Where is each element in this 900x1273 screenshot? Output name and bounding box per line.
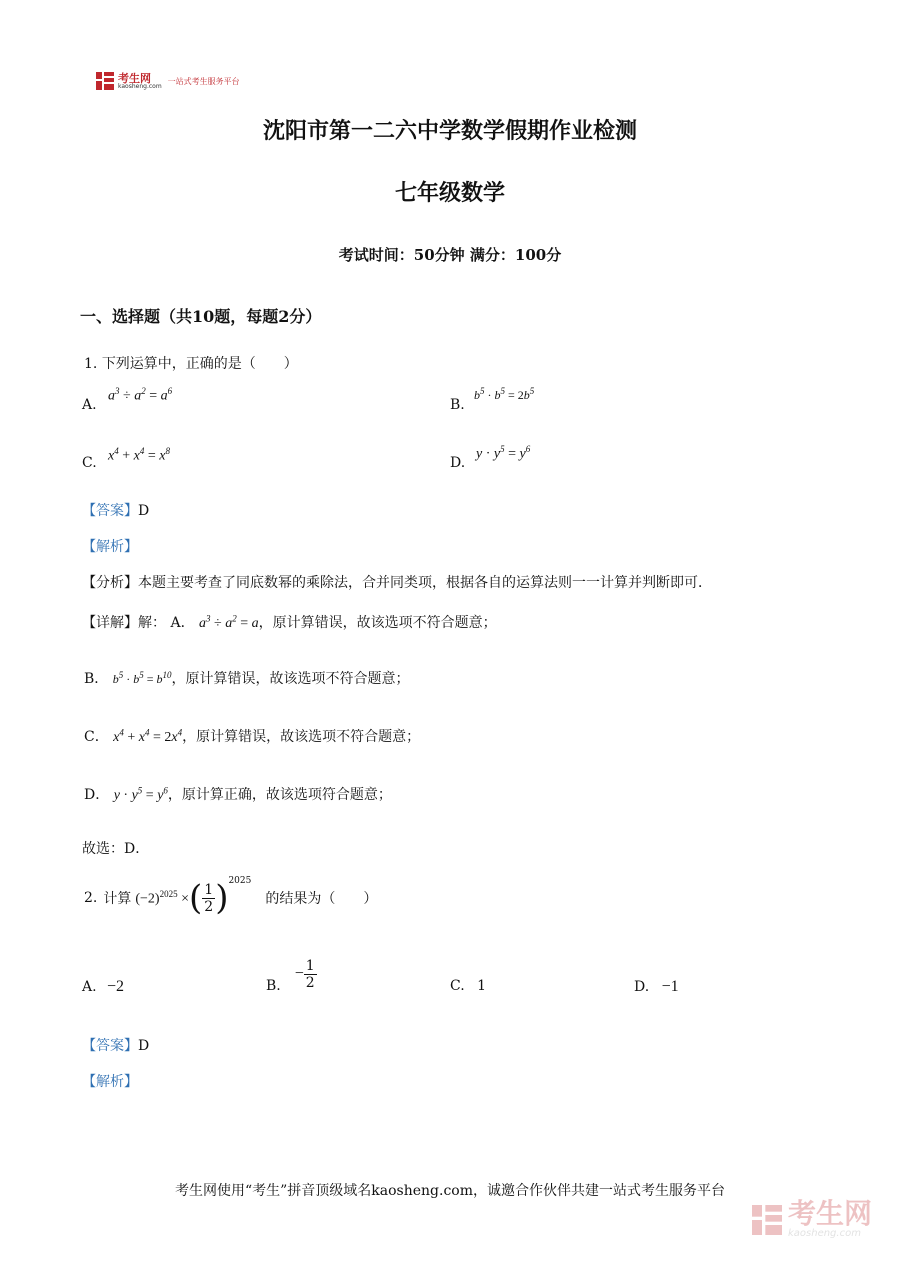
option-label: D. xyxy=(634,979,650,995)
question-1-stem xyxy=(84,353,298,373)
question-2-stem: 2. 计算 $(-2)^{2025}$ × ( $\frac{1}{2}$ ) $^{2025}$ 的结果为（ ） xyxy=(84,876,378,918)
watermark-domain: kaosheng.com xyxy=(787,1228,861,1239)
detail-a-verdict: ，原计算错误，故该选项不符合题意； xyxy=(258,615,497,631)
detail-b-verdict: ，原计算错误，故该选项不符合题意； xyxy=(171,671,410,687)
stem-fraction: $\frac{1}{2}$ xyxy=(204,881,214,915)
q1-detail-b xyxy=(84,668,410,688)
option-value: −1 xyxy=(661,978,679,995)
detail-dot: ． xyxy=(95,787,110,803)
q2-option-a xyxy=(82,978,124,996)
q1-option-c-expr: $x^4 + x^4 = x^8$ xyxy=(108,446,170,464)
answer-value: D xyxy=(138,1038,150,1054)
detail-a-expr: $a^3 \div a^2 = a$ xyxy=(199,613,259,631)
q1-option-a-expr: $a^3 \div a^2 = a^6$ xyxy=(108,386,173,404)
logo-slogan: 一站式考生服务平台 xyxy=(167,76,240,86)
detail-label: B xyxy=(84,671,95,687)
q1-conclusion: 故选：D． xyxy=(82,841,150,857)
detail-d-expr: $y \cdot y^5 = y^6$ xyxy=(113,785,168,803)
detail-dot: ． xyxy=(94,729,109,745)
watermark xyxy=(752,1197,872,1239)
q1-option-d-expr: $y \cdot y^5 = y^6$ xyxy=(476,444,531,462)
detail-d-verdict: ，原计算正确，故该选项符合题意； xyxy=(167,787,392,803)
q1-fenxi xyxy=(82,572,822,592)
q1-option-d-label: D. xyxy=(450,455,466,471)
site-logo xyxy=(96,72,240,90)
detail-label: C xyxy=(84,729,95,745)
question-number: 2. xyxy=(84,890,98,906)
q2-answer xyxy=(82,1035,149,1055)
logo-name: 考生网 xyxy=(118,71,151,85)
page-footer: 考生网使用“考生”拼音顶级域名kaosheng.com，诚邀合作伙伴共建一站式考生服务平台 xyxy=(174,1183,726,1199)
q1-detail-c xyxy=(84,726,420,746)
q2-option-c xyxy=(450,978,486,994)
page-subtitle: 七年级数学 xyxy=(394,180,505,206)
option-label: A. xyxy=(82,979,97,995)
q2-option-b xyxy=(266,954,317,994)
detail-c-expr: $x^4 + x^4 = 2x^4$ xyxy=(113,727,183,745)
option-sign: − xyxy=(294,965,304,982)
option-label: B. xyxy=(266,978,281,994)
option-fraction: $\frac{1}{2}$ xyxy=(305,957,315,991)
logo-mark-icon xyxy=(96,72,114,90)
watermark-logo-icon xyxy=(752,1205,782,1235)
watermark-name: 考生网 xyxy=(787,1197,872,1230)
detail-b-expr: $b^5 \cdot b^5 = b^{10}$ xyxy=(112,670,172,686)
option-value: −2 xyxy=(107,978,125,995)
page-title: 沈阳市第一二六中学数学假期作业检测 xyxy=(262,118,637,144)
detail-c-verdict: ，原计算错误，故该选项不符合题意； xyxy=(182,729,421,745)
stem-suffix: 的结果为（ ） xyxy=(265,891,378,907)
section-heading: 一、选择题（共10题，每题2分） xyxy=(80,307,322,326)
exam-info: 考试时间：50分钟 满分：100分 xyxy=(338,246,562,264)
q2-option-d xyxy=(634,978,679,996)
q1-answer xyxy=(82,500,149,520)
question-number: 1. xyxy=(84,356,98,372)
answer-value: D xyxy=(138,503,150,519)
stem-prefix: 计算 xyxy=(103,891,132,907)
q1-option-a-label: A. xyxy=(82,397,97,413)
stem-power-term: $(-2)^{2025}$ × xyxy=(135,888,189,907)
q1-detail-d xyxy=(84,784,392,804)
xiangjie-tag: 【详解】 xyxy=(82,615,138,631)
q2-analysis-tag: 【解析】 xyxy=(82,1074,138,1090)
fenxi-tag: 【分析】 xyxy=(82,575,138,591)
option-value: 1 xyxy=(477,978,487,994)
detail-dot: ． xyxy=(180,615,195,631)
q1-detail-a xyxy=(82,612,497,632)
question-text: 下列运算中，正确的是（ ） xyxy=(101,356,298,372)
q1-option-c-label: C. xyxy=(82,455,97,471)
option-label: C. xyxy=(450,978,465,994)
answer-tag: 【答案】 xyxy=(82,1038,138,1054)
detail-dot: ． xyxy=(94,671,109,687)
answer-tag: 【答案】 xyxy=(82,503,138,519)
xiangjie-prefix: 解： xyxy=(138,615,166,631)
q1-option-b-expr: $b^5 \cdot b^5 = 2b^5$ xyxy=(474,386,535,402)
detail-label: D xyxy=(84,787,96,803)
detail-label: A xyxy=(170,615,181,631)
fenxi-text: 本题主要考查了同底数幂的乘除法，合并同类项，根据各自的运算法则一一计算并判断即可． xyxy=(138,575,712,591)
q1-option-b-label: B. xyxy=(450,397,465,413)
q1-analysis-tag: 【解析】 xyxy=(82,539,138,555)
logo-domain: kaosheng.com xyxy=(118,82,162,90)
